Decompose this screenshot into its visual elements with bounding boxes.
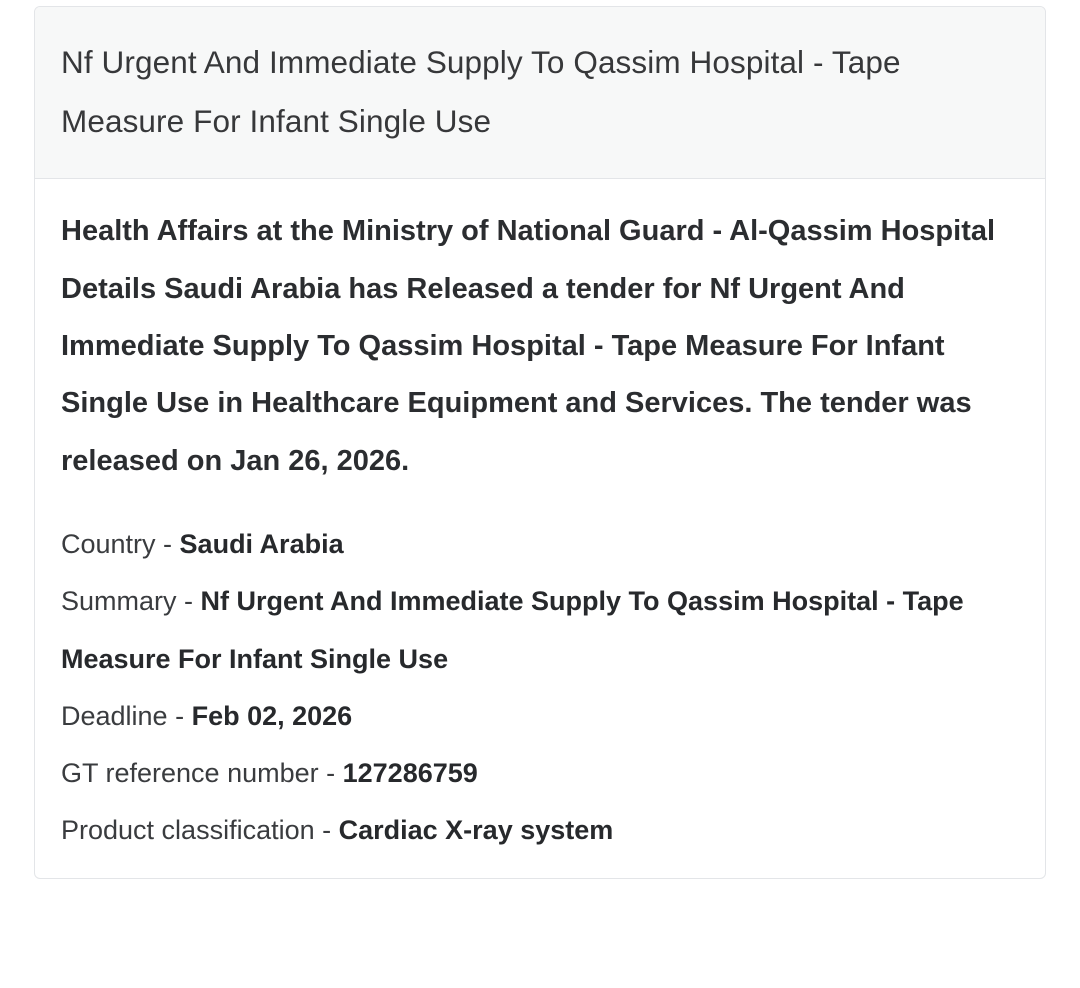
field-deadline-separator: - [167, 700, 192, 731]
field-summary [61, 573, 1019, 687]
field-product-classification-label: Product classification [61, 815, 315, 846]
field-gt-reference-number-separator: - [318, 758, 343, 789]
field-product-classification-value: Cardiac X-ray system [338, 815, 614, 846]
field-product-classification-separator: - [314, 815, 339, 846]
field-country-separator: - [155, 529, 180, 560]
field-product-classification [61, 802, 1019, 859]
field-gt-reference-number-value: 127286759 [342, 758, 478, 789]
field-deadline [61, 688, 1019, 745]
description-intro: Health Affairs at the Ministry of National Guard - Al-Qassim Hospital Details Saudi Arabia has Released a tender for [61, 215, 996, 305]
field-country-label: Country [61, 529, 156, 560]
field-deadline-value: Feb 02, 2026 [191, 700, 353, 731]
card-header [35, 7, 1045, 179]
field-summary-value: Nf Urgent And Immediate Supply To Qassim Hospital - Tape Measure For Infant Single Use [61, 586, 964, 674]
field-gt-reference-number [61, 745, 1019, 802]
description-tender-name: Nf Urgent And Immediate Supply To Qassim Hospital - Tape Measure For Infant Single Use [61, 272, 945, 420]
field-deadline-label: Deadline [61, 700, 168, 731]
field-country [61, 516, 1019, 573]
field-country-value: Saudi Arabia [179, 529, 344, 560]
tender-description [61, 203, 1019, 490]
field-summary-label: Summary [61, 586, 177, 617]
description-outro: in Healthcare Equipment and Services. The tender was released on Jan 26, 2026. [61, 387, 972, 477]
field-gt-reference-number-label: GT reference number [61, 758, 319, 789]
field-summary-separator: - [176, 586, 201, 617]
tender-card [34, 6, 1046, 879]
card-body [35, 179, 1045, 877]
page-title: Nf Urgent And Immediate Supply To Qassim Hospital - Tape Measure For Infant Single Use [61, 44, 901, 139]
